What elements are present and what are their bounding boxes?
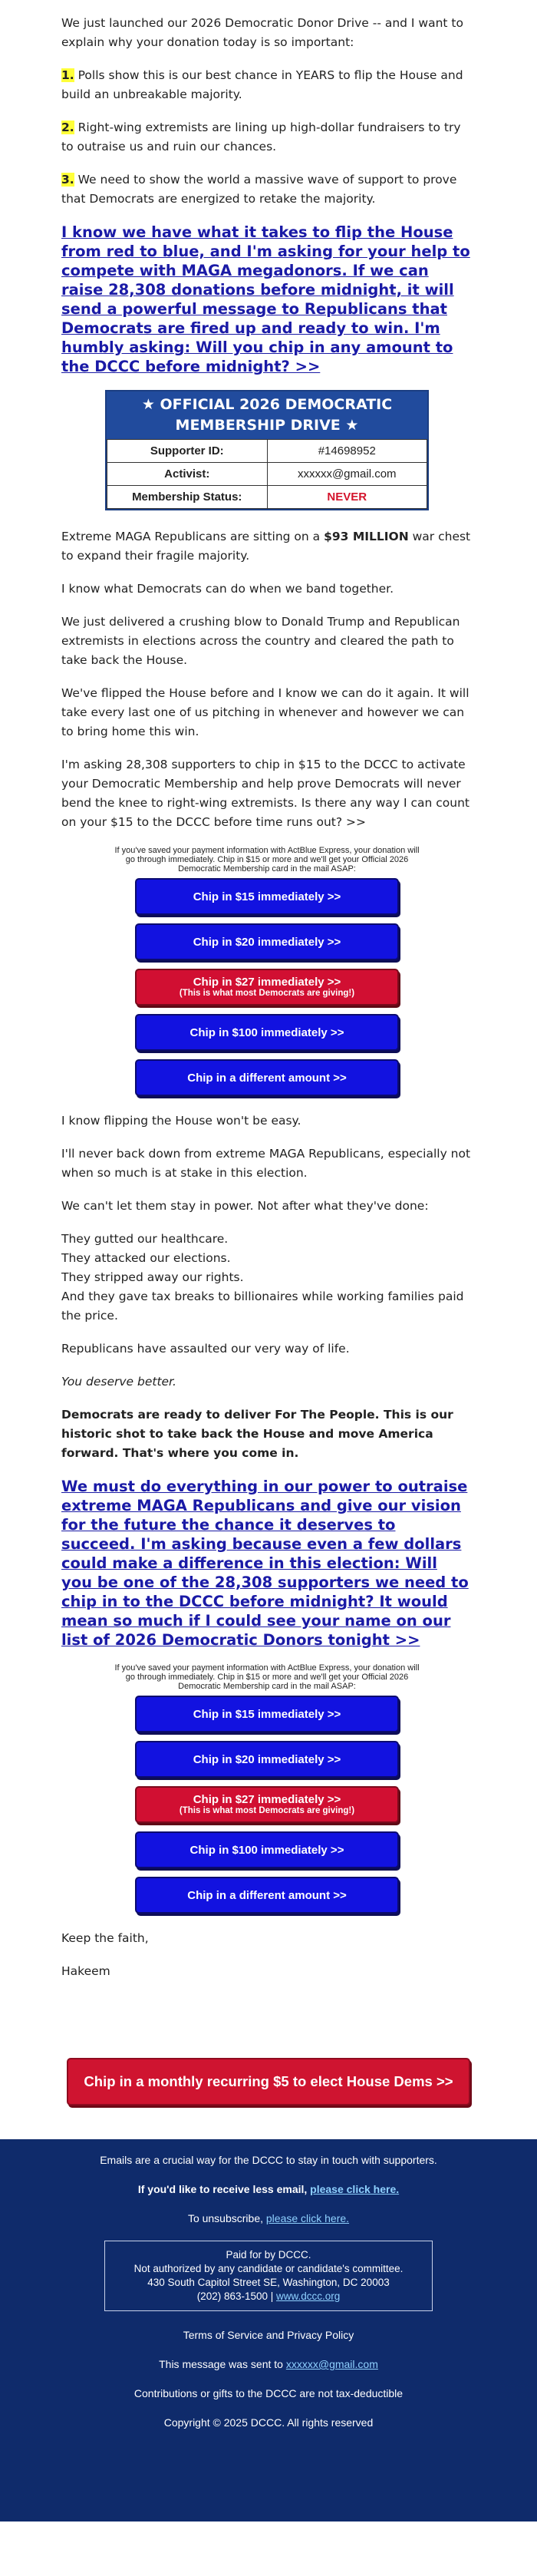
body-paragraph: You deserve better.: [61, 1375, 176, 1389]
contact-line: [111, 2290, 426, 2304]
button-label: Chip in a different amount >>: [187, 1071, 347, 1085]
button-label: Chip in $20 immediately >>: [193, 1752, 341, 1766]
less-email-text: If you'd like to receive less email,: [137, 2183, 311, 2195]
membership-status-label: Membership Status:: [107, 486, 268, 509]
button-label: Chip in $100 immediately >>: [189, 1843, 344, 1857]
button-label: Chip in $20 immediately >>: [193, 935, 341, 949]
button-sublabel: (This is what most Democrats are giving!): [179, 989, 355, 998]
chip-in-15-button[interactable]: [135, 878, 399, 915]
actblue-note: If you've saved your payment information with ActBlue Express, your donation will go through immediately. Chip in $15 or more and we'll get your Official 2026 Democratic Membership card in the mail ASAP:: [114, 846, 420, 874]
button-label: Chip in a different amount >>: [187, 1888, 347, 1902]
chip-in-100-button[interactable]: [135, 1831, 399, 1868]
point-1: [61, 66, 473, 104]
point-2: [61, 118, 473, 157]
button-label: Chip in $27 immediately >>: [193, 1793, 341, 1806]
tax-note: Contributions or gifts to the DCCC are not tax-deductible: [133, 2387, 404, 2399]
body-paragraph: I know flipping the House won't be easy.: [61, 1114, 301, 1128]
footer: [0, 2139, 537, 2522]
point-3: [61, 170, 473, 209]
body-paragraph: I'm asking 28,308 supporters to chip in $15 to the DCCC to activate your Democratic Membership and help prove Democrats will never bend the knee to right-wing extremists. Is there any way I can count on your $15 to the DCCC before time runs out? >>: [61, 758, 469, 829]
footer-less-email: [0, 2182, 537, 2196]
table-row: [107, 440, 427, 463]
not-authorized-text: Not authorized by any candidate or candidate's committee.: [133, 2263, 404, 2274]
list-item: They stripped away our rights.: [61, 1270, 244, 1284]
body-paragraph: I'll never back down from extreme MAGA Republicans, especially not when so much is at stake in this election.: [61, 1147, 471, 1180]
actblue-note: If you've saved your payment information with ActBlue Express, your donation will go through immediately. Chip in $15 or more and we'll get your Official 2026 Democratic Membership card in the mail ASAP:: [114, 1663, 420, 1691]
activist-label: Activist:: [107, 463, 268, 486]
button-label: Chip in a monthly recurring $5 to elect House Dems >>: [84, 2073, 453, 2089]
unsubscribe-link[interactable]: please click here.: [265, 2212, 350, 2224]
membership-table: [107, 439, 427, 509]
chip-in-27-button[interactable]: [135, 969, 399, 1006]
chip-in-100-button[interactable]: [135, 1014, 399, 1051]
donate-button-group-1: [61, 875, 473, 1096]
footer-unsubscribe: [0, 2211, 537, 2225]
button-label: Chip in $27 immediately >>: [193, 976, 341, 989]
intro-paragraph: We just launched our 2026 Democratic Donor Drive -- and I want to explain why your donation today is so important:: [61, 16, 463, 49]
activist-value: xxxxxx@gmail.com: [267, 463, 427, 486]
paid-for-text: Paid for by DCCC.: [226, 2249, 311, 2261]
signature: Hakeem: [61, 1964, 110, 1978]
point-text: Polls show this is our best chance in YEARS to flip the House and build an unbreakable majority.: [61, 68, 463, 101]
point-text: Right-wing extremists are lining up high-dollar fundraisers to try to outraise us and ruin our chances.: [61, 121, 461, 154]
body-paragraph: I know what Democrats can do when we band together.: [61, 582, 394, 596]
email-body: [61, 0, 473, 1981]
list-item: And they gave tax breaks to billionaires while working families paid the price.: [61, 1290, 464, 1323]
chip-in-15-button[interactable]: [135, 1696, 399, 1732]
war-chest-amount: $93 MILLION: [324, 530, 409, 543]
membership-status-value: NEVER: [267, 486, 427, 509]
button-label: Chip in $15 immediately >>: [193, 1707, 341, 1721]
donate-link-1[interactable]: I know we have what it takes to flip the House from red to blue, and I'm asking for your help to compete with MAGA megadonors. If we can raise 28,308 donations before midnight, it will send a powerful message to Republicans that Democrats are fired up and ready to win. I'm humbly asking: Will you chip in any amount to the DCCC before midnight? >>: [61, 223, 470, 375]
monthly-donation-section: [0, 1995, 537, 2139]
membership-card: [105, 390, 429, 510]
button-sublabel: (This is what most Democrats are giving!): [179, 1806, 355, 1815]
sent-to-text: This message was sent to: [159, 2358, 286, 2370]
chip-in-27-button[interactable]: [135, 1786, 399, 1823]
body-paragraph: We've flipped the House before and I know we can do it again. It will take every last one of us pitching in whenever and however we can to bring home this win.: [61, 686, 469, 738]
button-label: Chip in $100 immediately >>: [189, 1025, 344, 1039]
point-number: 3.: [61, 173, 74, 187]
donate-link-2[interactable]: We must do everything in our power to outraise extreme MAGA Republicans and give our vision for the future the chance it deserves to succeed. I'm asking because even a few dollars could make a difference in this election: Will you be one of the 28,308 supporters we need to chip in to the DCCC before midnight? It would mean so much if I could see your name on our list of 2026 Democratic Donors tonight >>: [61, 1478, 469, 1649]
body-paragraph: We just delivered a crushing blow to Donald Trump and Republican extremists in elections across the country and cleared the path to take back the House.: [61, 615, 460, 667]
war-chest-text-pre: Extreme MAGA Republicans are sitting on a: [61, 530, 325, 543]
sent-to-line: [0, 2357, 537, 2371]
list-item: They gutted our healthcare.: [61, 1232, 229, 1246]
monthly-recurring-button[interactable]: [67, 2058, 470, 2105]
list-item: They attacked our elections.: [61, 1251, 231, 1265]
table-row: [107, 463, 427, 486]
supporter-id-label: Supporter ID:: [107, 440, 268, 463]
point-number: 1.: [61, 68, 74, 82]
point-number: 2.: [61, 121, 74, 134]
signoff: Keep the faith,: [61, 1931, 149, 1945]
point-text: We need to show the world a massive wave of support to prove that Democrats are energized to retake the majority.: [61, 173, 457, 206]
address-text: 430 South Capitol Street SE, Washington, DC 20003: [147, 2277, 390, 2288]
less-email-link[interactable]: please click here.: [310, 2183, 400, 2195]
terms-link[interactable]: Terms of Service and Privacy Policy: [183, 2329, 354, 2341]
button-label: Chip in $15 immediately >>: [193, 890, 341, 903]
table-row: [107, 486, 427, 509]
war-chest-paragraph: [61, 527, 473, 566]
sent-to-email-link[interactable]: xxxxxx@gmail.com: [285, 2358, 378, 2370]
donate-button-group-2: [61, 1693, 473, 1914]
chip-in-other-button[interactable]: [135, 1877, 399, 1914]
copyright: Copyright © 2025 DCCC. All rights reserved: [163, 2416, 374, 2429]
body-paragraph: We can't let them stay in power. Not after what they've done:: [61, 1199, 429, 1213]
body-paragraph: Republicans have assaulted our very way of life.: [61, 1342, 350, 1356]
footer-email-note: Emails are a crucial way for the DCCC to stay in touch with supporters.: [100, 2154, 437, 2166]
chip-in-20-button[interactable]: [135, 923, 399, 960]
phone-text: (202) 863-1500: [196, 2290, 268, 2302]
unsubscribe-text: To unsubscribe,: [187, 2212, 266, 2224]
grievance-list: [61, 1230, 473, 1326]
separator: |: [268, 2290, 277, 2302]
website-link[interactable]: www.dccc.org: [276, 2290, 341, 2302]
paid-for-box: [104, 2241, 433, 2311]
membership-card-header: ★ OFFICIAL 2026 DEMOCRATIC MEMBERSHIP DRIVE ★: [107, 391, 427, 439]
body-paragraph: Democrats are ready to deliver For The People. This is our historic shot to take back the House and move America forward. That's where you come in.: [61, 1408, 453, 1460]
chip-in-20-button[interactable]: [135, 1741, 399, 1778]
war-chest-text-post: war chest to expand their fragile majority.: [61, 530, 471, 563]
chip-in-other-button[interactable]: [135, 1059, 399, 1096]
supporter-id-value: #14698952: [267, 440, 427, 463]
